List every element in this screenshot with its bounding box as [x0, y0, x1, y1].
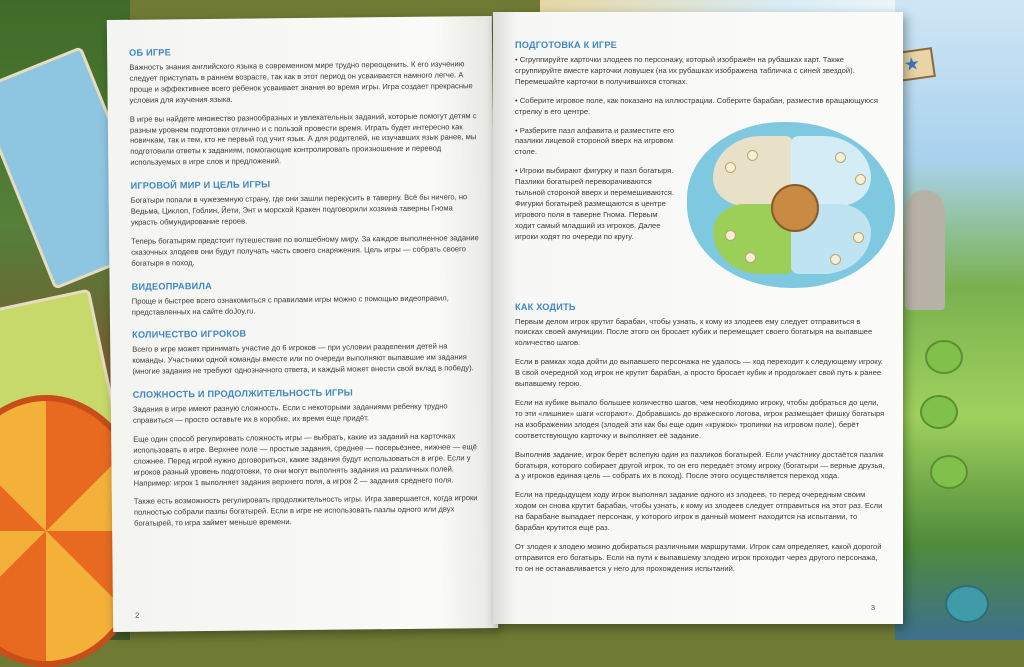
right-page-content: [515, 40, 887, 587]
page-number: 2: [134, 610, 140, 620]
rules-booklet: [100, 10, 905, 630]
paragraph: • Разберите пазл алфавита и разместите его пазлики лицевой стороной вверх на игровом столе.: [515, 125, 675, 157]
paragraph: Всего в игре может принимать участие до 6 игроков — при условии разделения детей на команды. Участники одной команды вместе или по очереди выполняют выпавшие им задания (многие задания не требуют однозначного ответа, и каждый может внести свой вклад в победу).: [132, 341, 474, 377]
paragraph: • Сгруппируйте карточки злодеев по персонажу, который изображён на рубашках карт. Также сгруппируйте вместе карточки ловушек (на их рубашках изображена табличка с синей звездой). Перемешайте карточки в получившихся стопках.: [515, 55, 855, 86]
paragraph: Теперь богатырям предстоит путешествие по волшебному миру. За каждое выполненное задание сказочных злодеев они будут получать часть своего снаряжения. Цель игры — собрать своего богатыря в поход.: [131, 233, 479, 268]
section-heading: КАК ХОДИТЬ: [515, 301, 576, 312]
paragraph: Богатыри попали в чужеземную страну, где они зашли перекусить в таверну. Всё бы ничего, но Ведьма, Циклоп, Гоблин, Йети, Энт и морской Кракен подговорили хозяина таверны Гнома украсть обмундирование героев.: [130, 192, 468, 227]
board-game-right-background: [895, 0, 1024, 640]
paragraph: Также есть возможность регулировать продолжительность игры. Игра завершается, когда игроки полностью собрали пазлы богатырей. Если в игре не использовать пазлы одного или двух богатырей, то игра займет меньше времени.: [133, 493, 478, 529]
section-video-rules: [132, 278, 481, 318]
right-page: [493, 12, 903, 624]
paragraph: В игре вы найдете множество разнообразных и увлекательных заданий, которые помогут детям с разным уровнем подготовки отлично и с пользой провести время. Играть будет интересно как новичкам, так и тем, кто не первый год учит язык. А для родителей, не изучавших язык ранее, мы подготовили ответы к заданиям, помогающие контролировать произношение и перевод используемых в игре слов и предложений.: [129, 110, 477, 168]
tavern-icon: [771, 184, 819, 232]
section-world-goal: [130, 177, 480, 269]
section-difficulty-duration: [133, 386, 483, 530]
page-number: 3: [870, 603, 875, 612]
section-player-count: [132, 327, 481, 378]
left-page: [107, 16, 498, 632]
board-path-circle: [925, 340, 963, 374]
section-heading: СЛОЖНОСТЬ И ПРОДОЛЖИТЕЛЬНОСТЬ ИГРЫ: [132, 387, 354, 400]
section-heading: ИГРОВОЙ МИР И ЦЕЛЬ ИГРЫ: [130, 179, 271, 191]
game-board-illustration: [685, 122, 887, 290]
paragraph: Первым делом игрок крутит барабан, чтобы узнать, к кому из злодеев ему следует отправиться в поисках своей амуниции. После этого он бросает кубик и перемещает своего богатыря на выпавшее количество шагов.: [515, 316, 873, 348]
paragraph: Задания в игре имеют разную сложность. Если с некоторыми заданиями ребенку трудно справиться — просто оставьте их в коробке, их время еще придёт.: [132, 401, 448, 425]
preparation-side-text: [515, 126, 677, 290]
signpost-star-icon: ★: [888, 47, 936, 83]
board-stone-tower: [905, 190, 945, 310]
board-path-circle: [945, 585, 989, 623]
board-path-circle: [920, 395, 958, 429]
paragraph: От злодея к злодею можно добираться различными маршрутами. Игрок сам определяет, какой дорогой отправится его богатырь. Если на пути к выпавшему злодею игрок проходит через другого персонажа, то он не останавливается у него для прохождения испытаний.: [515, 541, 882, 573]
section-heading: ВИДЕОПРАВИЛА: [131, 280, 212, 292]
section-heading: ПОДГОТОВКА К ИГРЕ: [515, 40, 617, 50]
paragraph: • Соберите игровое поле, как показано на иллюстрации. Соберите барабан, разместив вращающуюся стрелку в его центре.: [515, 95, 878, 116]
section-about: [129, 44, 479, 169]
paragraph: Если в рамках хода дойти до выпавшего персонажа не удалось — ход переходит к следующему игроку. В свой очередной ход игрок не крутит барабан, а просто бросает кубик и продолжает свой путь к ранее выпавшему герою.: [515, 357, 883, 389]
section-heading: ОБ ИГРЕ: [129, 47, 171, 58]
paragraph: • Игроки выбирают фигурку и пазл богатыря. Пазлики богатырей переворачиваются тыльной стороной вверх и перемешиваются. Фигурки богатырей размещаются в центре игрового поля в таверне Гнома. Первым ходит самый младший из игроков. Далее игроки ходят по очереди по кругу.: [515, 166, 674, 241]
paragraph: Если на предыдущем ходу игрок выполнял задание одного из злодеев, то перед очередным своим ходом он снова крутит барабан, чтобы узнать, к кому из злодеев следует отправиться на этот раз. Если на барабане выпадает персонаж, у которого игрок в данный момент находится на испытании, то барабан крутится ещё раз.: [515, 490, 883, 533]
section-how-to-move: [515, 302, 887, 575]
board-path-circle: [930, 455, 968, 489]
section-heading: КОЛИЧЕСТВО ИГРОКОВ: [132, 328, 247, 341]
paragraph: Важность знания английского языка в современном мире трудно переоценить. К его изучению следует приступать в раннем возрасте, так как в этот период он усваивается намного легче. А проще и эффективнее всего ребенок усваивает знания во время игры. Игра создает прекрасные условия для изучения языка.: [129, 59, 473, 105]
section-preparation: [515, 40, 887, 290]
preparation-row: [515, 126, 887, 290]
paragraph: Проще и быстрее всего ознакомиться с правилами игры можно с помощью видеоправил, представленных на сайте doJoy.ru.: [131, 293, 449, 317]
paragraph: Если на кубике выпало большее количество шагов, чем необходимо игроку, чтобы добраться до цели, то эти «лишние» шаги «сгорают». Добравшись до вражеского логова, игрок размещает фишку богатыря на изображении злодея (злодей эти как бы еще один «кружок» тропинки на игровом поле), берёт соответствующую карточку и выполняет её задание.: [515, 397, 885, 440]
paragraph: Выполнив задание, игрок берёт вслепую один из пазликов богатырей. Если участнику достаётся пазлик богатыря, которого собирает другой игрок, то он его передаёт этому игроку (богатыри — верные друзья, а у игроков единая цель — собрать их в поход). После этого осуществляется переход хода.: [515, 449, 885, 481]
paragraph: Еще один способ регулировать сложность игры — выбрать, какие из заданий на карточках использовать в игре. Верхнее поле — простые задания, среднее — посерьёзнее, нижнее — ещё сложнее. Перед игрой нужно договориться, какие задания будут использоваться в игре. Если у игроков разный уровень подготовки, то они могут выполнять задания из различных полей. Например: игрок 1 выполняет задания верхнего поля, а игрок 2 — задания среднего поля.: [133, 431, 478, 488]
left-page-content: [129, 44, 483, 542]
